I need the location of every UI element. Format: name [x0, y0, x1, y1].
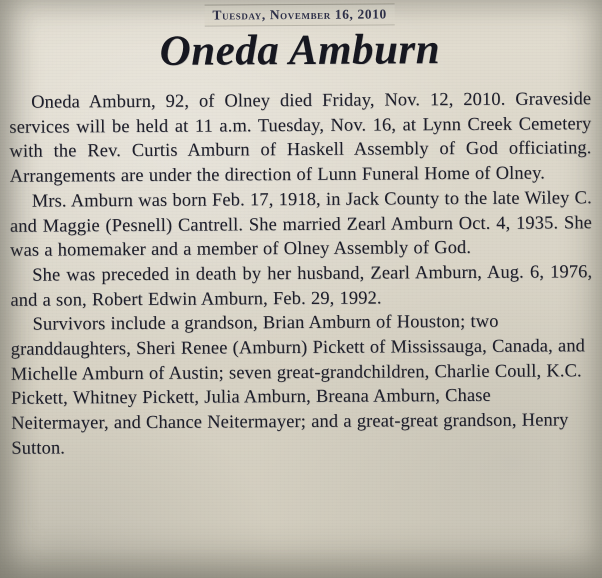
obituary-paragraph-4: Survivors include a grandson, Brian Amburn of Houston; two granddaughters, Sheri Renee (Amburn) Pickett of Mississauga, Canada, and Michelle Amburn of Austin; seven great-grandchildren, Charlie Coull, K.C. Pickett, Whitney Pickett, Julia Amburn, Breana Amburn, Chase Neitermayer, and Chance Neitermayer; and a great-great grandson, Henry Sutton.: [10, 311, 586, 458]
obituary-paragraph-1: Oneda Amburn, 92, of Olney died Friday, Nov. 12, 2010. Graveside services will be held at 11 a.m. Tuesday, Nov. 16, at Lynn Creek Cemetery with the Rev. Curtis Amburn of Haskell Assembly of God officiating. Arrangements are under the direction of Lunn Funeral Home of Olney.: [9, 88, 592, 186]
obituary-paragraph-2: Mrs. Amburn was born Feb. 17, 1918, in Jack County to the late Wiley C. and Maggie (Pesnell) Cantrell. She married Zearl Amburn Oct. 4, 1935. She was a homemaker and a member of Olney Assembly of God.: [9, 187, 593, 260]
obituary-paragraph-3: She was preceded in death by her husband, Zearl Amburn, Aug. 6, 1976, and a son, Robert Edwin Amburn, Feb. 29, 1992.: [10, 261, 593, 310]
page-title: Oneda Amburn: [159, 26, 441, 75]
dateline: Tuesday, November 16, 2010: [204, 3, 395, 26]
obituary-body: [9, 86, 593, 460]
